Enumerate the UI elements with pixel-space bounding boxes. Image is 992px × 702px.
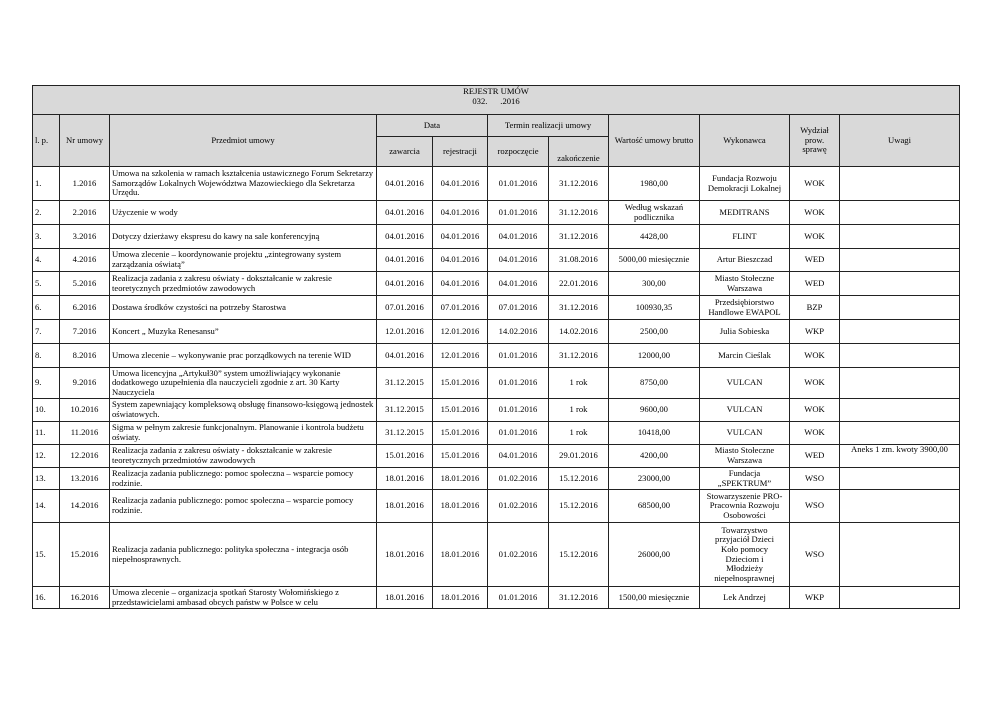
table-row [33, 249, 960, 272]
cell-rejestracji: 18.01.2016 [433, 587, 488, 609]
cell-wartosc: 1500,00 miesięcznie [609, 587, 700, 609]
cell-wydzial: WOK [790, 399, 840, 422]
cell-uwagi [840, 201, 960, 225]
cell-wydzial: WOK [790, 368, 840, 399]
header-rozpoczecie: rozpoczęcie [488, 137, 549, 167]
cell-wykonawca: FLINT [700, 225, 790, 249]
cell-wykonawca: VULCAN [700, 422, 790, 445]
cell-przedmiot: Koncert „ Muzyka Renesansu” [110, 320, 377, 344]
cell-uwagi: Aneks 1 zm. kwoty 3900,00 [840, 445, 960, 468]
cell-przedmiot: Umowa licencyjna „Artykuł30” system umożliwiający wykonanie dodatkowego uzupełnienia dla nauczycieli zgodnie z art. 30 Karty Nauczyciela [110, 368, 377, 399]
cell-uwagi [840, 587, 960, 609]
cell-wykonawca: Artur Bieszczad [700, 249, 790, 272]
cell-zakonczenie: 14.02.2016 [549, 320, 609, 344]
cell-lp: 7. [33, 320, 60, 344]
cell-rejestracji: 04.01.2016 [433, 167, 488, 201]
cell-wykonawca: Marcin Cieślak [700, 344, 790, 368]
cell-zawarcia: 18.01.2016 [377, 468, 433, 490]
cell-rozpoczecie: 01.01.2016 [488, 587, 549, 609]
title-cell [33, 86, 960, 115]
table-row [33, 422, 960, 445]
cell-wartosc: 26000,00 [609, 523, 700, 587]
cell-zakonczenie: 29.01.2016 [549, 445, 609, 468]
cell-lp: 5. [33, 272, 60, 296]
cell-nr: 11.2016 [60, 422, 110, 445]
cell-zakonczenie: 31.12.2016 [549, 225, 609, 249]
cell-rozpoczecie: 01.02.2016 [488, 523, 549, 587]
cell-uwagi [840, 399, 960, 422]
cell-nr: 15.2016 [60, 523, 110, 587]
cell-zakonczenie: 15.12.2016 [549, 523, 609, 587]
cell-rozpoczecie: 01.02.2016 [488, 490, 549, 523]
cell-wykonawca: Towarzystwo przyjaciół Dzieci Koło pomocy Dzieciom i Młodzieży niepełnosprawnej [700, 523, 790, 587]
table-row [33, 445, 960, 468]
cell-zakonczenie: 1 rok [549, 368, 609, 399]
cell-nr: 1.2016 [60, 167, 110, 201]
cell-wartosc: 4428,00 [609, 225, 700, 249]
cell-zawarcia: 04.01.2016 [377, 225, 433, 249]
cell-wydzial: WKP [790, 320, 840, 344]
cell-rozpoczecie: 01.02.2016 [488, 468, 549, 490]
cell-wykonawca: Miasto Stołeczne Warszawa [700, 445, 790, 468]
cell-wydzial: WSO [790, 523, 840, 587]
header-zawarcia: zawarcia [377, 137, 433, 167]
cell-uwagi [840, 167, 960, 201]
cell-lp: 13. [33, 468, 60, 490]
register-subtitle: 032. .2016 [472, 95, 520, 106]
cell-zakonczenie: 1 rok [549, 399, 609, 422]
cell-wydzial: WED [790, 272, 840, 296]
cell-lp: 11. [33, 422, 60, 445]
table-row [33, 225, 960, 249]
cell-lp: 4. [33, 249, 60, 272]
header-przedmiot: Przedmiot umowy [110, 115, 377, 167]
cell-wartosc: 300,00 [609, 272, 700, 296]
cell-rozpoczecie: 01.01.2016 [488, 201, 549, 225]
register-sheet [32, 85, 960, 609]
cell-zawarcia: 31.12.2015 [377, 368, 433, 399]
cell-nr: 14.2016 [60, 490, 110, 523]
cell-uwagi [840, 422, 960, 445]
cell-wartosc: Według wskazań podlicznika [609, 201, 700, 225]
cell-wartosc: 1980,00 [609, 167, 700, 201]
cell-rejestracji: 18.01.2016 [433, 523, 488, 587]
header-nr: Nr umowy [60, 115, 110, 167]
cell-zakonczenie: 31.12.2016 [549, 201, 609, 225]
cell-wydzial: WED [790, 445, 840, 468]
cell-wydzial: WOK [790, 422, 840, 445]
cell-przedmiot: Sigma w pełnym zakresie funkcjonalnym. Planowanie i kontrola budżetu oświaty. [110, 422, 377, 445]
cell-wydzial: WKP [790, 587, 840, 609]
table-row [33, 344, 960, 368]
cell-przedmiot: System zapewniający kompleksową obsługę finansowo-księgową jednostek oświatowych. [110, 399, 377, 422]
cell-zawarcia: 04.01.2016 [377, 344, 433, 368]
header-lp: l. p. [33, 115, 60, 167]
cell-rejestracji: 12.01.2016 [433, 320, 488, 344]
cell-lp: 1. [33, 167, 60, 201]
cell-wykonawca: Lek Andrzej [700, 587, 790, 609]
cell-uwagi [840, 272, 960, 296]
cell-nr: 2.2016 [60, 201, 110, 225]
cell-nr: 9.2016 [60, 368, 110, 399]
cell-zawarcia: 31.12.2015 [377, 422, 433, 445]
cell-wartosc: 100930,35 [609, 296, 700, 320]
cell-lp: 3. [33, 225, 60, 249]
cell-przedmiot: Umowa zlecenie – koordynowanie projektu „zintegrowany system zarządzania oświatą” [110, 249, 377, 272]
cell-rozpoczecie: 01.01.2016 [488, 368, 549, 399]
cell-rejestracji: 04.01.2016 [433, 272, 488, 296]
contracts-register-table [32, 85, 960, 609]
cell-zawarcia: 31.12.2015 [377, 399, 433, 422]
cell-wykonawca: VULCAN [700, 399, 790, 422]
cell-wydzial: BZP [790, 296, 840, 320]
cell-zakonczenie: 31.12.2016 [549, 344, 609, 368]
cell-rozpoczecie: 04.01.2016 [488, 225, 549, 249]
cell-zakonczenie: 15.12.2016 [549, 490, 609, 523]
cell-wydzial: WOK [790, 225, 840, 249]
cell-lp: 16. [33, 587, 60, 609]
cell-wartosc: 12000,00 [609, 344, 700, 368]
cell-zakonczenie: 31.08.2016 [549, 249, 609, 272]
cell-zawarcia: 18.01.2016 [377, 490, 433, 523]
cell-rozpoczecie: 01.01.2016 [488, 422, 549, 445]
cell-wykonawca: Fundacja Rozwoju Demokracji Lokalnej [700, 167, 790, 201]
cell-zakonczenie: 22.01.2016 [549, 272, 609, 296]
cell-wydzial: WED [790, 249, 840, 272]
cell-zakonczenie: 15.12.2016 [549, 468, 609, 490]
table-row [33, 320, 960, 344]
cell-zawarcia: 18.01.2016 [377, 587, 433, 609]
cell-wydzial: WSO [790, 468, 840, 490]
cell-przedmiot: Umowa na szkolenia w ramach kształcenia ustawicznego Forum Sekretarzy Samorządów Lokalnych Województwa Mazowieckiego dla Sekretarza Urzędu. [110, 167, 377, 201]
header-zakonczenie: zakończenie [549, 137, 609, 167]
cell-nr: 5.2016 [60, 272, 110, 296]
cell-przedmiot: Realizacja zadania z zakresu oświaty - dokształcanie w zakresie teoretycznych przedmiotów zawodowych [110, 272, 377, 296]
cell-rejestracji: 04.01.2016 [433, 201, 488, 225]
cell-przedmiot: Dotyczy dzierżawy ekspresu do kawy na sale konferencyjną [110, 225, 377, 249]
cell-przedmiot: Dostawa środków czystości na potrzeby Starostwa [110, 296, 377, 320]
cell-nr: 16.2016 [60, 587, 110, 609]
title-row [33, 86, 960, 115]
cell-rejestracji: 12.01.2016 [433, 344, 488, 368]
cell-nr: 3.2016 [60, 225, 110, 249]
cell-uwagi [840, 468, 960, 490]
cell-nr: 8.2016 [60, 344, 110, 368]
cell-lp: 8. [33, 344, 60, 368]
cell-lp: 6. [33, 296, 60, 320]
cell-uwagi [840, 320, 960, 344]
cell-nr: 13.2016 [60, 468, 110, 490]
cell-zakonczenie: 31.12.2016 [549, 296, 609, 320]
cell-rejestracji: 15.01.2016 [433, 368, 488, 399]
header-wartosc: Wartość umowy brutto [609, 115, 700, 167]
cell-wydzial: WOK [790, 167, 840, 201]
cell-rozpoczecie: 04.01.2016 [488, 249, 549, 272]
cell-uwagi [840, 523, 960, 587]
cell-rejestracji: 04.01.2016 [433, 225, 488, 249]
cell-wartosc: 5000,00 miesięcznie [609, 249, 700, 272]
table-row [33, 490, 960, 523]
cell-zawarcia: 07.01.2016 [377, 296, 433, 320]
cell-przedmiot: Realizacja zadania z zakresu oświaty - dokształcanie w zakresie teoretycznych przedmiotów zawodowych [110, 445, 377, 468]
table-row [33, 368, 960, 399]
cell-rozpoczecie: 04.01.2016 [488, 272, 549, 296]
cell-przedmiot: Realizacja zadania publicznego: polityka społeczna - integracja osób niepełnosprawnych. [110, 523, 377, 587]
cell-wydzial: WOK [790, 201, 840, 225]
cell-wydzial: WSO [790, 490, 840, 523]
cell-rozpoczecie: 07.01.2016 [488, 296, 549, 320]
cell-wartosc: 68500,00 [609, 490, 700, 523]
register-body [33, 167, 960, 609]
cell-przedmiot: Realizacja zadania publicznego: pomoc społeczna – wsparcie pomocy rodzinie. [110, 490, 377, 523]
cell-przedmiot: Umowa zlecenie – organizacja spotkań Starosty Wołomińskiego z przedstawicielami ambasad obcych państw w Polsce w celu [110, 587, 377, 609]
cell-uwagi [840, 249, 960, 272]
cell-zawarcia: 04.01.2016 [377, 167, 433, 201]
cell-wartosc: 4200,00 [609, 445, 700, 468]
cell-wykonawca: Przedsiębiorstwo Handlowe EWAPOL [700, 296, 790, 320]
cell-rejestracji: 04.01.2016 [433, 249, 488, 272]
cell-wykonawca: MEDITRANS [700, 201, 790, 225]
cell-zawarcia: 15.01.2016 [377, 445, 433, 468]
cell-lp: 9. [33, 368, 60, 399]
cell-lp: 2. [33, 201, 60, 225]
register-title: REJESTR UMÓW [463, 86, 529, 96]
cell-przedmiot: Realizacja zadania publicznego: pomoc społeczna – wsparcie pomocy rodzinie. [110, 468, 377, 490]
cell-nr: 7.2016 [60, 320, 110, 344]
header-uwagi: Uwagi [840, 115, 960, 167]
cell-zawarcia: 04.01.2016 [377, 249, 433, 272]
header-data: Data [377, 115, 488, 137]
table-row [33, 587, 960, 609]
cell-uwagi [840, 225, 960, 249]
header-termin: Termin realizacji umowy [488, 115, 609, 137]
cell-wykonawca: Stowarzyszenie PRO-Pracownia Rozwoju Osobowości [700, 490, 790, 523]
header-rejestracji: rejestracji [433, 137, 488, 167]
table-row [33, 201, 960, 225]
cell-zakonczenie: 31.12.2016 [549, 167, 609, 201]
header-wydzial: Wydział prow. sprawę [790, 115, 840, 167]
cell-wartosc: 8750,00 [609, 368, 700, 399]
cell-wykonawca: VULCAN [700, 368, 790, 399]
table-row [33, 399, 960, 422]
cell-rejestracji: 07.01.2016 [433, 296, 488, 320]
cell-lp: 14. [33, 490, 60, 523]
cell-uwagi [840, 368, 960, 399]
cell-nr: 10.2016 [60, 399, 110, 422]
cell-wykonawca: Fundacja „SPEKTRUM” [700, 468, 790, 490]
table-row [33, 468, 960, 490]
cell-zawarcia: 04.01.2016 [377, 201, 433, 225]
table-row [33, 272, 960, 296]
cell-zawarcia: 04.01.2016 [377, 272, 433, 296]
cell-uwagi [840, 344, 960, 368]
cell-rejestracji: 15.01.2016 [433, 399, 488, 422]
table-row [33, 296, 960, 320]
cell-rejestracji: 18.01.2016 [433, 490, 488, 523]
cell-zawarcia: 12.01.2016 [377, 320, 433, 344]
cell-wykonawca: Miasto Stołeczne Warszawa [700, 272, 790, 296]
cell-uwagi [840, 296, 960, 320]
cell-rozpoczecie: 01.01.2016 [488, 344, 549, 368]
cell-wydzial: WOK [790, 344, 840, 368]
cell-przedmiot: Umowa zlecenie – wykonywanie prac porządkowych na terenie WID [110, 344, 377, 368]
cell-zakonczenie: 31.12.2016 [549, 587, 609, 609]
cell-wartosc: 9600,00 [609, 399, 700, 422]
cell-wartosc: 10418,00 [609, 422, 700, 445]
cell-lp: 10. [33, 399, 60, 422]
cell-rozpoczecie: 04.01.2016 [488, 445, 549, 468]
cell-nr: 4.2016 [60, 249, 110, 272]
cell-zakonczenie: 1 rok [549, 422, 609, 445]
cell-zawarcia: 18.01.2016 [377, 523, 433, 587]
cell-wartosc: 2500,00 [609, 320, 700, 344]
cell-lp: 15. [33, 523, 60, 587]
cell-nr: 6.2016 [60, 296, 110, 320]
table-row [33, 523, 960, 587]
cell-uwagi [840, 490, 960, 523]
cell-przedmiot: Użyczenie w wody [110, 201, 377, 225]
cell-lp: 12. [33, 445, 60, 468]
cell-rozpoczecie: 01.01.2016 [488, 167, 549, 201]
header-wykonawca: Wykonawca [700, 115, 790, 167]
cell-rozpoczecie: 14.02.2016 [488, 320, 549, 344]
table-row [33, 167, 960, 201]
header-row-1 [33, 115, 960, 137]
cell-rejestracji: 18.01.2016 [433, 468, 488, 490]
cell-rejestracji: 15.01.2016 [433, 445, 488, 468]
cell-wartosc: 23000,00 [609, 468, 700, 490]
cell-nr: 12.2016 [60, 445, 110, 468]
cell-wykonawca: Julia Sobieska [700, 320, 790, 344]
cell-rozpoczecie: 01.01.2016 [488, 399, 549, 422]
cell-rejestracji: 15.01.2016 [433, 422, 488, 445]
